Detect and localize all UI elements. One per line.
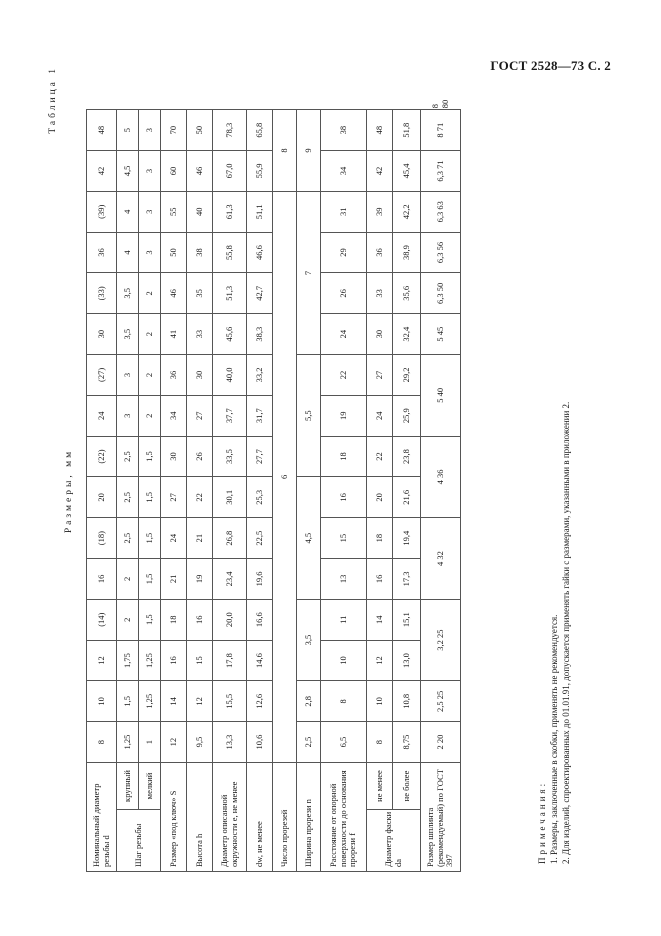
- cell: 3,5: [117, 314, 139, 355]
- cell: 4: [117, 232, 139, 273]
- cell: 39: [367, 191, 393, 232]
- cell: 22: [367, 436, 393, 477]
- label-diameter: Номинальный диаметр резьбы d: [87, 763, 117, 872]
- cell: 27: [161, 477, 187, 518]
- cell: 18: [367, 518, 393, 559]
- cell: 4 36: [421, 436, 461, 518]
- cell: 33: [187, 314, 213, 355]
- cell: 2,5: [297, 722, 321, 763]
- cell: 29,2: [393, 355, 421, 396]
- cell: 3,2 25: [421, 599, 461, 681]
- cell: 38: [187, 232, 213, 273]
- cell: 4,5: [297, 477, 321, 599]
- cell: 10,6: [247, 722, 273, 763]
- cell: 8 71: [421, 110, 461, 151]
- cell: 27: [187, 395, 213, 436]
- cell: 27: [367, 355, 393, 396]
- cell: 1,5: [139, 559, 161, 600]
- cell: 23,8: [393, 436, 421, 477]
- label-not-less: не менее: [367, 763, 393, 810]
- cell: 16: [161, 640, 187, 681]
- cell: 3,5: [297, 599, 321, 681]
- cell: 25,9: [393, 395, 421, 436]
- cell: 19: [321, 395, 367, 436]
- cell: 14,6: [247, 640, 273, 681]
- cell: 36: [87, 232, 117, 273]
- cell: 38,3: [247, 314, 273, 355]
- cell: 30: [187, 355, 213, 396]
- cell: 16,6: [247, 599, 273, 640]
- note-2: 2. Для изделий, спроектированных до 01.01.91, допускается применять гайки с размерами, указанными в приложении 2.: [561, 401, 571, 864]
- row-circum: [213, 110, 247, 872]
- cell: 19,6: [247, 559, 273, 600]
- cell: 67,0: [213, 151, 247, 192]
- row-pin: Размер шплинта (рекомендуемый) по ГОСТ 397 2 20 2,5 25 3,2 25 4 32 4 36 5 40 5 45 6,3 50 6,3 56 6,3 63 6,3 71 8 71 8 80: [421, 110, 461, 872]
- table-caption: Таблица 1: [48, 66, 58, 134]
- notes-title: Примечания:: [537, 780, 547, 864]
- cell: 51,8: [393, 110, 421, 151]
- cell: 13,3: [213, 722, 247, 763]
- cell: 22,5: [247, 518, 273, 559]
- notes: [536, 402, 572, 864]
- cell: 4 32: [421, 518, 461, 600]
- cell: 6,3 50: [421, 273, 461, 314]
- cell: 1,75: [117, 640, 139, 681]
- dimensions-table: [86, 99, 461, 872]
- row-distance: [321, 110, 367, 872]
- cell: 1,5: [117, 681, 139, 722]
- cell: 1,5: [139, 477, 161, 518]
- cell: 5,5: [297, 355, 321, 477]
- cell: 6,3 71: [421, 151, 461, 192]
- cell: 6,3 63: [421, 191, 461, 232]
- cell: 1,5: [139, 599, 161, 640]
- cell: 3: [139, 191, 161, 232]
- cell: 13,0: [393, 640, 421, 681]
- cell: 14: [367, 599, 393, 640]
- cell: 42,2: [393, 191, 421, 232]
- cell: 6: [273, 191, 297, 762]
- cell: 30: [367, 314, 393, 355]
- cell: 24: [161, 518, 187, 559]
- cell: 14: [161, 681, 187, 722]
- cell: 8: [87, 722, 117, 763]
- cell: 3: [139, 232, 161, 273]
- cell: 2: [139, 273, 161, 314]
- cell: 2,5: [117, 436, 139, 477]
- cell: (22): [87, 436, 117, 477]
- cell: 21,6: [393, 477, 421, 518]
- label-not-more: не более: [393, 763, 421, 810]
- cell: 10,8: [393, 681, 421, 722]
- cell: 16: [321, 477, 367, 518]
- label-fine: мелкий: [139, 763, 161, 810]
- cell: 2: [117, 559, 139, 600]
- label-slots: Число прорезей: [273, 763, 297, 872]
- cell: 8: [321, 681, 367, 722]
- cell: 12: [187, 681, 213, 722]
- label-chamfer: Диаметр фаски da: [367, 810, 421, 872]
- cell: 19,4: [393, 518, 421, 559]
- cell: 10: [87, 681, 117, 722]
- cell: (18): [87, 518, 117, 559]
- cell: 1,25: [139, 640, 161, 681]
- cell: 15,5: [213, 681, 247, 722]
- cell: 46: [161, 273, 187, 314]
- cell: 50: [187, 110, 213, 151]
- cell: 8: [367, 722, 393, 763]
- cell: 35,6: [393, 273, 421, 314]
- cell: 51,1: [247, 191, 273, 232]
- cell: 15: [321, 518, 367, 559]
- cell: 5: [117, 110, 139, 151]
- cell: 55,8: [213, 232, 247, 273]
- cell: 22: [187, 477, 213, 518]
- cell: 20: [367, 477, 393, 518]
- cell: 10: [367, 681, 393, 722]
- cell: 78,3: [213, 110, 247, 151]
- cell: 22: [321, 355, 367, 396]
- cell: 10: [321, 640, 367, 681]
- cell: 8: [273, 110, 297, 192]
- cell: 12: [367, 640, 393, 681]
- label-pin: Размер шплинта (рекомендуемый) по ГОСТ 397: [421, 763, 461, 872]
- cell: 3,5: [117, 273, 139, 314]
- cell: 25,3: [247, 477, 273, 518]
- cell: 2: [139, 395, 161, 436]
- cell: 17,8: [213, 640, 247, 681]
- cell: 42: [87, 151, 117, 192]
- cell: 7: [297, 191, 321, 354]
- cell: 2: [139, 314, 161, 355]
- row-height: [187, 110, 213, 872]
- cell: 15,1: [393, 599, 421, 640]
- cell: 23,4: [213, 559, 247, 600]
- cell: 26,8: [213, 518, 247, 559]
- cell: 37,7: [213, 395, 247, 436]
- cell: 31,7: [247, 395, 273, 436]
- cell: 12,6: [247, 681, 273, 722]
- label-key: Размер «под ключ» S: [161, 763, 187, 872]
- cell: (39): [87, 191, 117, 232]
- cell: 26: [321, 273, 367, 314]
- cell: 41: [161, 314, 187, 355]
- cell: 24: [321, 314, 367, 355]
- cell: 50: [161, 232, 187, 273]
- cell: 3: [117, 355, 139, 396]
- cell: 24: [87, 395, 117, 436]
- cell: (27): [87, 355, 117, 396]
- cell: 3: [139, 110, 161, 151]
- cell: 16: [87, 559, 117, 600]
- label-pitch: Шаг резьбы: [117, 810, 161, 872]
- cell: 21: [161, 559, 187, 600]
- cell: 42: [367, 151, 393, 192]
- cell: (14): [87, 599, 117, 640]
- cell: 60: [161, 151, 187, 192]
- cell: 1,5: [139, 518, 161, 559]
- cell: 34: [161, 395, 187, 436]
- label-dw: dw, не менее: [247, 763, 273, 872]
- cell: 4: [117, 191, 139, 232]
- cell: 1,5: [139, 436, 161, 477]
- cell: 35: [187, 273, 213, 314]
- cell: 33: [367, 273, 393, 314]
- cell: 8,75: [393, 722, 421, 763]
- cell: 46,6: [247, 232, 273, 273]
- cell: 2: [139, 355, 161, 396]
- cell: 16: [187, 599, 213, 640]
- cell: 13: [321, 559, 367, 600]
- cell: 5 40: [421, 355, 461, 437]
- cell: 40,0: [213, 355, 247, 396]
- row-fine: [139, 110, 161, 872]
- cell: 19: [187, 559, 213, 600]
- cell: 18: [161, 599, 187, 640]
- row-key: [161, 110, 187, 872]
- cell: 21: [187, 518, 213, 559]
- cell: 16: [367, 559, 393, 600]
- cell: 2,5: [117, 477, 139, 518]
- cell: 18: [321, 436, 367, 477]
- units-caption: Размеры, мм: [64, 448, 74, 534]
- cell: 2,8: [297, 681, 321, 722]
- label-circum: Диаметр описанной окружности e, не менее: [213, 763, 247, 872]
- cell: 61,3: [213, 191, 247, 232]
- cell: 3: [139, 151, 161, 192]
- cell: 2: [117, 599, 139, 640]
- label-distance: Расстояние от опорной поверхности до основания прорези f: [321, 763, 367, 872]
- cell: 65,8: [247, 110, 273, 151]
- cell: 12: [87, 640, 117, 681]
- cell: 32,4: [393, 314, 421, 355]
- cell: 38,9: [393, 232, 421, 273]
- row-slot-width: [297, 110, 321, 872]
- cell: 36: [367, 232, 393, 273]
- cell: 30: [87, 314, 117, 355]
- cell: 30: [161, 436, 187, 477]
- label-coarse: крупный: [117, 763, 139, 810]
- cell: 3: [117, 395, 139, 436]
- cell: 20,0: [213, 599, 247, 640]
- cell: 6,5: [321, 722, 367, 763]
- row-chamfer-max: [393, 110, 421, 872]
- label-slot-width: Ширина прорези n: [297, 763, 321, 872]
- cell: 6,3 56: [421, 232, 461, 273]
- page-header: ГОСТ 2528—73 С. 2: [490, 58, 611, 73]
- cell: 48: [367, 110, 393, 151]
- cell: 5 45: [421, 314, 461, 355]
- cell: 20: [87, 477, 117, 518]
- row-diameter: [87, 110, 117, 872]
- cell: 30,1: [213, 477, 247, 518]
- cell: 24: [367, 395, 393, 436]
- cell: 36: [161, 355, 187, 396]
- row-coarse: [117, 110, 139, 872]
- cell: 33,2: [247, 355, 273, 396]
- cell: 55,9: [247, 151, 273, 192]
- cell: 9: [297, 110, 321, 192]
- cell: 2,5 25: [421, 681, 461, 722]
- cell: 55: [161, 191, 187, 232]
- label-height: Высота h: [187, 763, 213, 872]
- cell: 17,3: [393, 559, 421, 600]
- cell: 2 20: [421, 722, 461, 763]
- cell: (33): [87, 273, 117, 314]
- cell: 45,6: [213, 314, 247, 355]
- cell: 33,5: [213, 436, 247, 477]
- row-dw: [247, 110, 273, 872]
- cell: 1,25: [117, 722, 139, 763]
- cell: 4,5: [117, 151, 139, 192]
- cell: 11: [321, 599, 367, 640]
- cell: 34: [321, 151, 367, 192]
- row-slots: [273, 110, 297, 872]
- cell: 42,7: [247, 273, 273, 314]
- cell: 70: [161, 110, 187, 151]
- cell: 2,5: [117, 518, 139, 559]
- cell: 51,3: [213, 273, 247, 314]
- note-1: 1. Размеры, заключенные в скобки, применять не рекомендуется.: [549, 614, 559, 864]
- rotated-table-block: [48, 62, 608, 872]
- cell: 9,5: [187, 722, 213, 763]
- cell: 48: [87, 110, 117, 151]
- cell: 26: [187, 436, 213, 477]
- cell: 31: [321, 191, 367, 232]
- cell: 45,4: [393, 151, 421, 192]
- cell: 12: [161, 722, 187, 763]
- cell: 46: [187, 151, 213, 192]
- cell: 38: [321, 110, 367, 151]
- cell: 27,7: [247, 436, 273, 477]
- cell: 29: [321, 232, 367, 273]
- cell: 1,25: [139, 681, 161, 722]
- row-chamfer-min: [367, 110, 393, 872]
- cell: 1: [139, 722, 161, 763]
- cell: 40: [187, 191, 213, 232]
- cell: 15: [187, 640, 213, 681]
